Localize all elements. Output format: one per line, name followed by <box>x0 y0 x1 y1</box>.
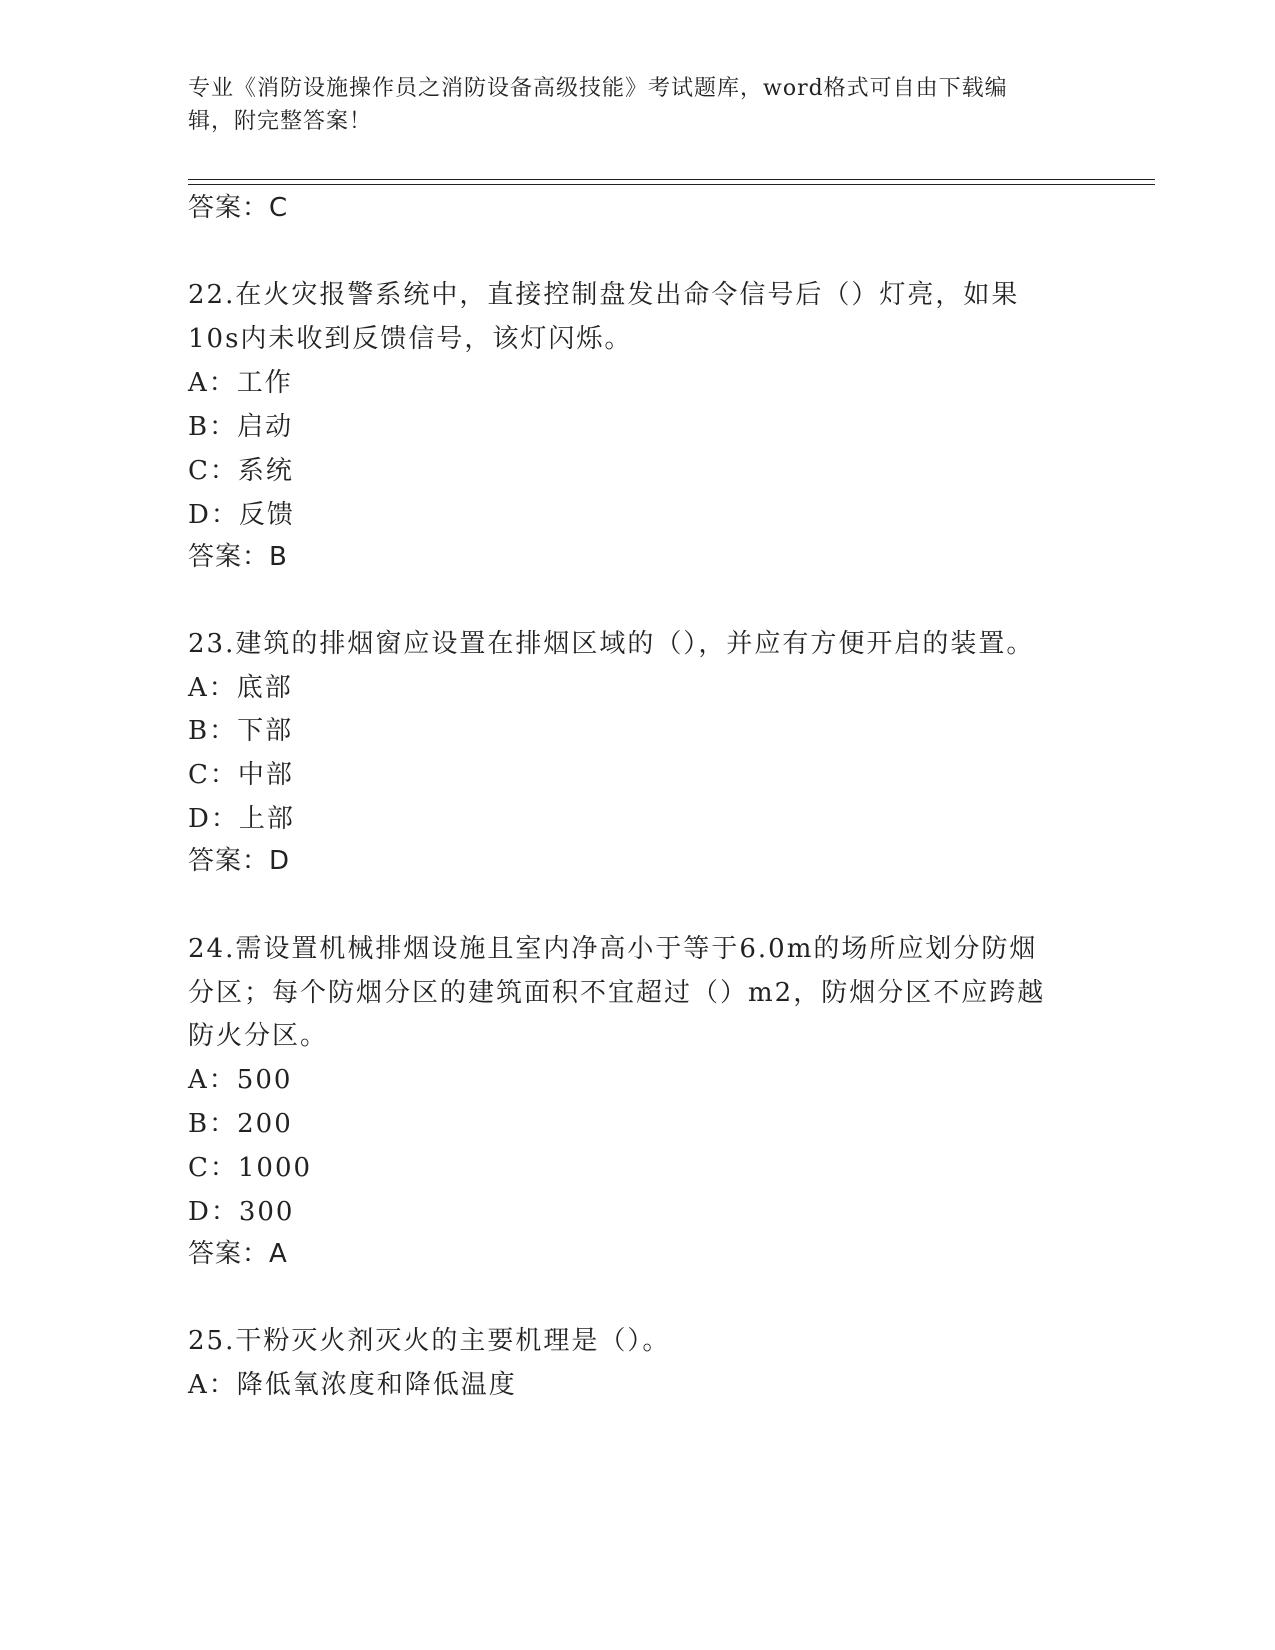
document-header <box>188 72 1068 138</box>
option-line: D：反馈 <box>188 500 295 530</box>
question-line: 防火分区。 <box>188 1021 329 1051</box>
option-line: B：启动 <box>188 412 294 442</box>
option-line: B：下部 <box>188 716 294 746</box>
answer-line: 答案：D <box>188 846 291 876</box>
option-line: B：200 <box>188 1109 293 1139</box>
question-line: 22.在火灾报警系统中，直接控制盘发出命令信号后（）灯亮，如果 <box>188 280 1020 310</box>
answer-line: 答案：B <box>188 542 288 572</box>
question-line: 分区；每个防烟分区的建筑面积不宜超过（）m2，防烟分区不应跨越 <box>188 978 1046 1008</box>
option-line: D：300 <box>188 1197 295 1227</box>
answer-line: 答案：A <box>188 1239 288 1269</box>
question-line: 10s内未收到反馈信号，该灯闪烁。 <box>188 324 633 354</box>
answer-line: 答案：C <box>188 193 289 223</box>
header-line-1: 专业《消防设施操作员之消防设备高级技能》考试题库，word格式可自由下载编 <box>188 76 1008 101</box>
question-line: 23.建筑的排烟窗应设置在排烟区域的（），并应有方便开启的装置。 <box>188 629 1035 659</box>
header-divider-top <box>188 179 1155 180</box>
option-line: A：工作 <box>188 368 293 398</box>
option-line: C：系统 <box>188 456 294 486</box>
header-line-2: 辑，附完整答案！ <box>188 109 373 134</box>
option-line: C：1000 <box>188 1153 313 1183</box>
option-line: A：降低氧浓度和降低温度 <box>188 1370 517 1400</box>
option-line: A：500 <box>188 1065 293 1095</box>
option-line: D：上部 <box>188 804 295 834</box>
header-divider-bottom <box>188 184 1155 185</box>
question-line: 24.需设置机械排烟设施且室内净高小于等于6.0m的场所应划分防烟 <box>188 934 1038 964</box>
question-line: 25.干粉灭火剂灭火的主要机理是（）。 <box>188 1326 671 1356</box>
option-line: A：底部 <box>188 673 293 703</box>
option-line: C：中部 <box>188 760 294 790</box>
